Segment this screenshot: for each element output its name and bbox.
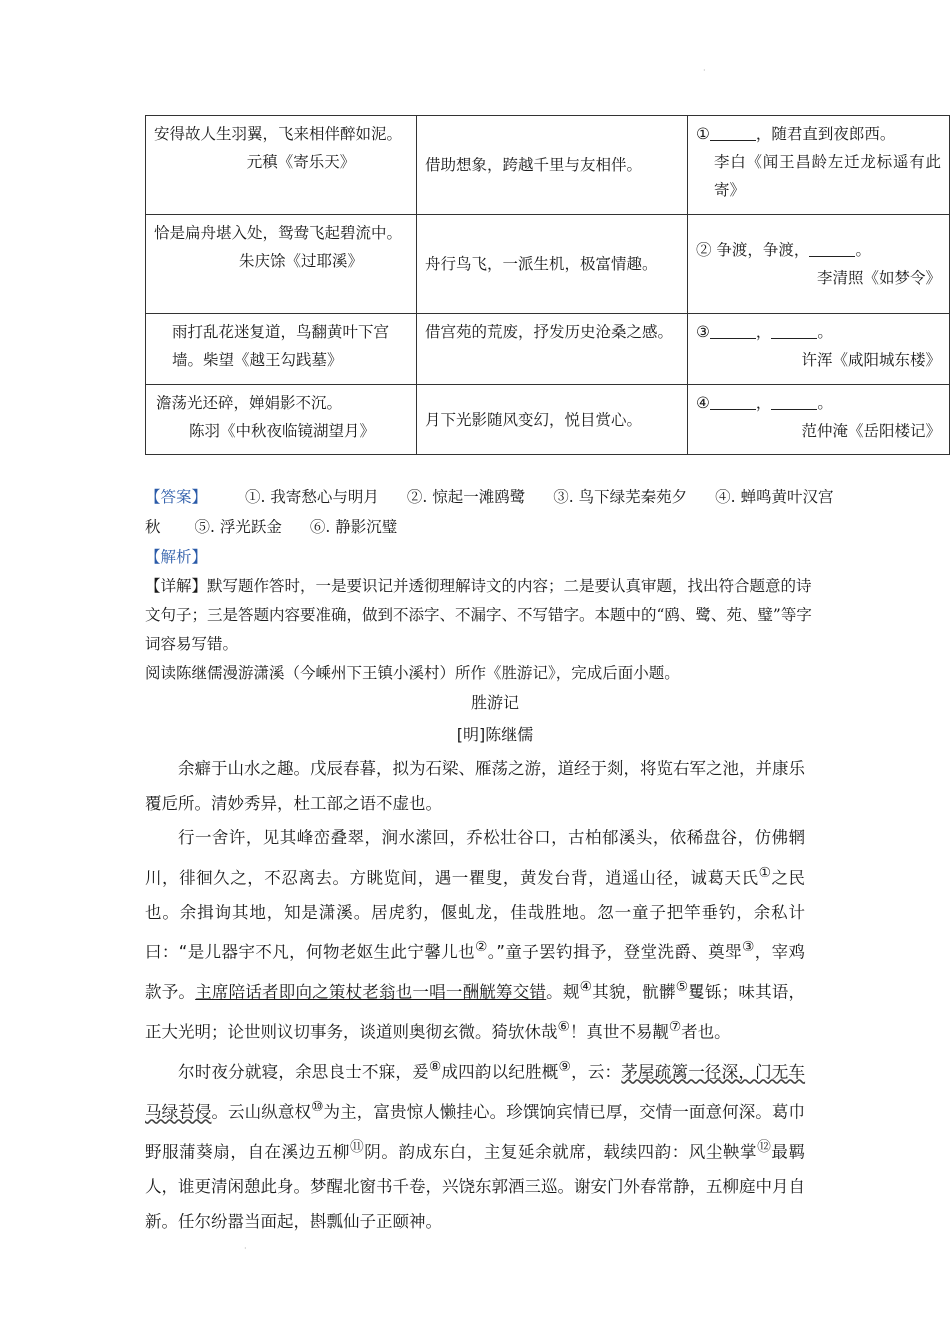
analysis-text: 舟行鸟飞，一派生机，极富情趣。 xyxy=(425,255,658,273)
poem-cell xyxy=(146,314,417,385)
essay-text: ！真世不易觏 xyxy=(569,1022,669,1042)
target-cell xyxy=(688,116,950,215)
essay-text: 其貌，骯髒 xyxy=(592,982,676,1002)
essay-paragraph xyxy=(145,1050,805,1239)
answer-item: ①. 我寄愁心与明月 xyxy=(245,488,379,506)
answer-item: ③. 鸟下绿芜秦苑夕 xyxy=(553,488,688,506)
target-text: ，随君直到夜郎西。 xyxy=(755,125,896,143)
blank-number: ③ xyxy=(696,323,710,341)
answer-blank[interactable] xyxy=(710,122,756,141)
analysis-tag: 【解析】 xyxy=(145,548,208,566)
essay-text: 阴。韵成东白，主复延余就席，载续四韵：风尘鞅掌 xyxy=(364,1142,758,1162)
page-mark-bottom: · xyxy=(244,1244,247,1253)
table-row xyxy=(146,116,950,215)
target-source: 许浑《咸阳城东楼》 xyxy=(801,351,941,369)
footnote-mark: ⑨ xyxy=(558,1059,572,1075)
essay-paragraph xyxy=(145,821,805,1050)
footnote-mark: ⑪ xyxy=(349,1139,365,1155)
detail-text: 默写题作答时，一是要识记并透彻理解诗文的内容；二是要认真审题，找出符合题意的诗文句子；三是答题内容要准确，做到不添字、不漏字、不写错字。本题中的“鸥、鹭、苑、璧”等字词容易写错。 xyxy=(145,577,812,653)
essay-text: 。”童子罢钓揖予，登堂洗爵、奠斝 xyxy=(487,942,742,962)
target-line xyxy=(696,120,941,148)
essay-body xyxy=(145,752,805,1239)
analysis-text: 月下光影随风变幻，悦目赏心。 xyxy=(425,410,643,429)
essay-text: 最羁人，谁更清闲憩此身。梦醒北窗书千卷，兴饶东郭酒三巡。谢安门外春常静，五柳庭中月自新。任尔纷嚣当面起，斟瓢仙子正颐神。 xyxy=(145,1142,805,1231)
essay-paragraph: 余癖于山水之趣。戊辰春暮，拟为石梁、雁荡之游，道经于剡，将览右军之池，并康乐覆卮所。清妙秀异，杜工部之语不虚也。 xyxy=(145,759,805,813)
poem-text: 恰是扁舟堪入处，鸳鸯飞起碧流中。 xyxy=(154,224,403,242)
target-text: 。 xyxy=(855,241,871,259)
table-row xyxy=(146,385,950,455)
footnote-mark: ⑩ xyxy=(311,1099,324,1115)
poem-text: 澹荡光还碎，婵娟影不沉。 xyxy=(156,394,343,412)
blank-number: ④ xyxy=(696,394,710,412)
essay-text: 成四韵以纪胜概 xyxy=(441,1062,559,1082)
essay-title: 胜游记 xyxy=(470,693,519,712)
target-text: 。 xyxy=(817,394,833,412)
answer-section xyxy=(145,482,845,542)
poem-cell xyxy=(146,385,417,455)
table-row xyxy=(146,314,950,385)
poem-table xyxy=(145,115,950,455)
answer-tag: 【答案】 xyxy=(145,488,208,506)
answer-blank[interactable] xyxy=(809,238,855,257)
answer-item: ⑥. 静影沉璧 xyxy=(309,518,398,536)
essay-text: ，云： xyxy=(571,1062,622,1082)
analysis-text: 借宫苑的荒废，抒发历史沧桑之感。 xyxy=(425,323,674,341)
target-text: ， xyxy=(755,323,772,341)
target-line xyxy=(696,389,941,417)
footnote-mark: ③ xyxy=(741,939,755,955)
essay-text: 者也。 xyxy=(681,1022,731,1042)
answer-item: ④. 蝉鸣黄叶汉宫秋 xyxy=(145,488,834,536)
poem-text: 雨打乱花迷复道，鸟翻黄叶下宫墙。柴望《越王勾践墓》 xyxy=(172,323,390,369)
essay-text: 。觌 xyxy=(546,982,580,1002)
poem-source: 朱庆馀《过耶溪》 xyxy=(238,252,363,270)
target-line xyxy=(696,236,941,264)
blank-number: ② 争渡，争渡， xyxy=(696,241,810,259)
essay-text: 之民也。余揖询其地，知是潇溪。居虎豹，偃虬龙，佳哉胜地。忽一童子把竿垂钓，余私计曰：“是儿器宇不凡，何物老妪生此宁馨儿也 xyxy=(145,868,806,962)
poem-cell xyxy=(146,116,417,215)
target-source: 李白《闻王昌龄左迁龙标遥有此寄》 xyxy=(714,153,941,199)
analysis-cell xyxy=(417,116,688,215)
detail-tag: 【详解】 xyxy=(145,577,208,595)
page-mark-top: · xyxy=(703,66,706,75)
answer-blank[interactable] xyxy=(710,391,756,410)
answer-item: ②. 惊起一滩鸥鹭 xyxy=(406,488,526,506)
footnote-mark: ② xyxy=(475,939,488,955)
essay-text: 矍铄；味其语，正大光明；论世则议切事务，谈道则奥彻玄微。猗欤休哉 xyxy=(145,982,806,1042)
analysis-text: 借助想象，跨越千里与友相伴。 xyxy=(425,156,643,174)
footnote-mark: ⑫ xyxy=(757,1139,772,1155)
target-text: 。 xyxy=(817,323,833,341)
target-text: ， xyxy=(755,394,772,412)
answer-blank[interactable] xyxy=(771,320,817,339)
target-source: 李清照《如梦令》 xyxy=(816,269,941,287)
footnote-mark: ⑤ xyxy=(675,979,689,995)
footnote-mark: ⑦ xyxy=(668,1019,682,1035)
essay-text: 为主，富贵惊人懒挂心。珍馔饷宾情已厚，交情一面意何深。葛巾野服蒲葵扇，自在溪边五柳 xyxy=(145,1102,806,1162)
answer-blank[interactable] xyxy=(771,391,817,410)
footnote-mark: ⑧ xyxy=(428,1059,442,1075)
essay-text: 尔时夜分就寝，余思良士不寐，爰 xyxy=(178,1062,429,1082)
poem-text: 安得故人生羽翼，飞来相伴醉如泥。 xyxy=(154,125,403,143)
target-cell xyxy=(688,215,950,314)
reading-intro: 阅读陈继儒漫游潇溪（今嵊州下王镇小溪村）所作《胜游记》，完成后面小题。 xyxy=(145,664,680,682)
blank-number: ① xyxy=(696,125,710,143)
essay-text: 行一舍许，见其峰峦叠翠，涧水潆回，乔松壮谷口，古柏郁溪头，依稀盘谷，仿佛辋川，徘徊久之，不忍离去。方眺览间，遇一瞿叟，黄发台背，逍遥山径，诚葛天氏 xyxy=(145,828,805,887)
target-source: 范仲淹《岳阳楼记》 xyxy=(801,422,941,440)
essay-author: [明]陈继儒 xyxy=(456,725,534,744)
answer-item: ⑤. 浮光跃金 xyxy=(194,518,282,536)
target-cell xyxy=(688,314,950,385)
analysis-cell xyxy=(417,215,688,314)
footnote-mark: ① xyxy=(758,864,772,881)
analysis-cell xyxy=(417,314,688,385)
analysis-cell xyxy=(417,385,688,455)
answer-blank[interactable] xyxy=(710,320,756,339)
footnote-mark: ⑥ xyxy=(557,1019,570,1035)
target-line xyxy=(696,318,941,346)
target-cell xyxy=(688,385,950,455)
footnote-mark: ④ xyxy=(579,979,593,995)
underlined-sentence: 主席陪话者即向之策杖老翁也一唱一酬觥筹交错 xyxy=(195,982,547,1002)
poem-source: 陈羽《中秋夜临镜湖望月》 xyxy=(188,422,375,440)
poem-source: 元稹《寄乐天》 xyxy=(246,153,356,171)
table-row xyxy=(146,215,950,314)
essay-text: ，宰鸡款予。 xyxy=(145,942,806,1002)
poem-cell xyxy=(146,215,417,314)
detail-paragraph xyxy=(145,572,825,659)
essay-text: 。云山纵意权 xyxy=(211,1102,312,1122)
wavy-underlined-verse: 茅屋疏篱一径深，门无车马绿苔侵 xyxy=(145,1062,806,1122)
